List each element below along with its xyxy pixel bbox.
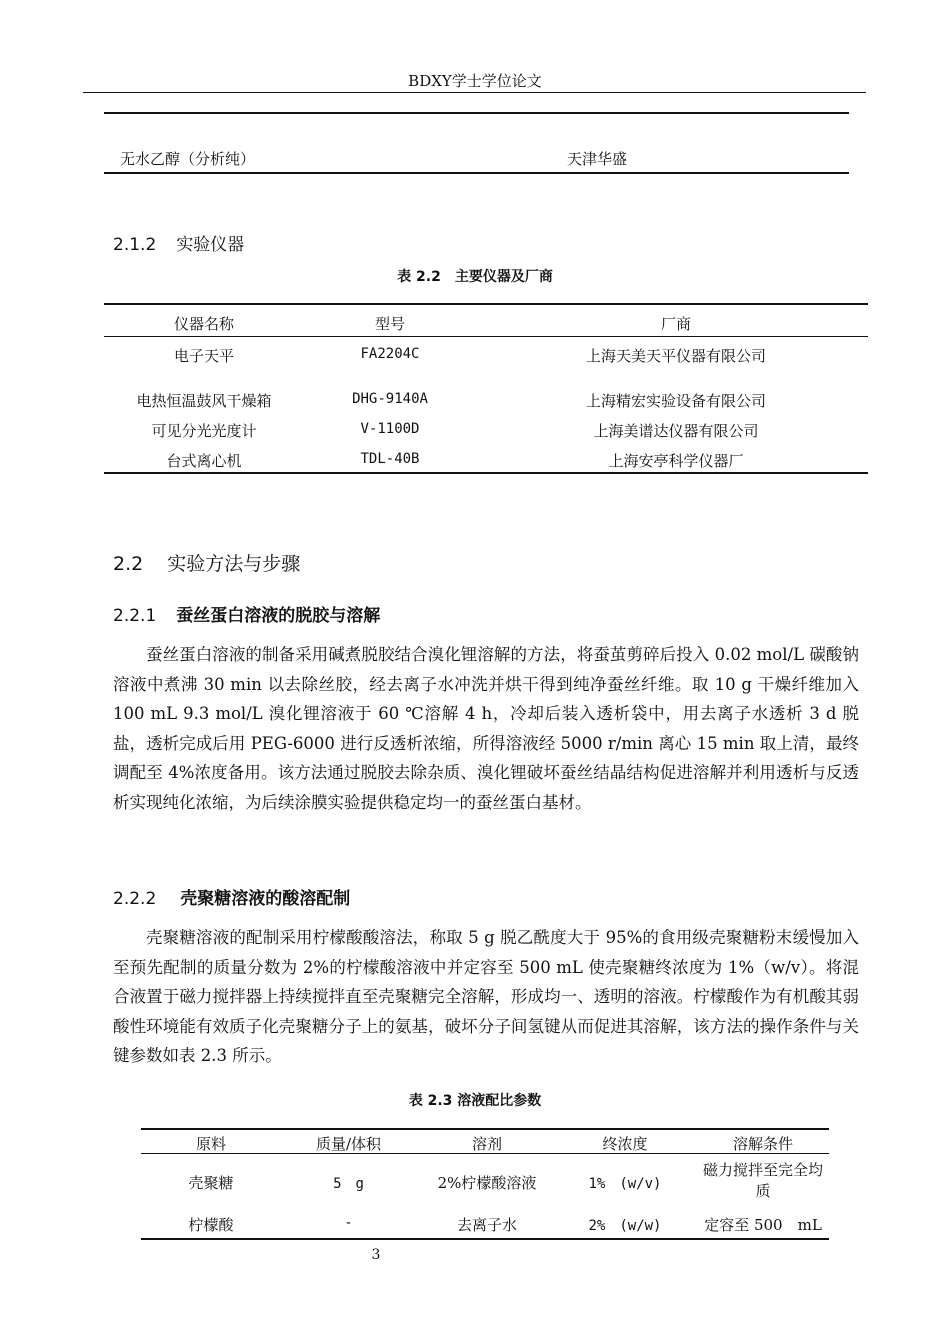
table2-2-row2-name: 电热恒温鼓风干燥箱 <box>136 392 272 410</box>
table2-3-row1-solvent: 2%柠檬酸溶液 <box>437 1174 537 1192</box>
table1-top-rule <box>104 112 849 114</box>
table2-3-header-amount: 质量/体积 <box>315 1135 382 1153</box>
table2-2-bottom-rule <box>104 472 868 474</box>
table2-2-caption: 表 2.2 主要仪器及厂商 <box>397 269 553 285</box>
paragraph-2-2-2 <box>113 923 859 1071</box>
page-number: 3 <box>371 1247 381 1263</box>
table1-cell-material: 无水乙醇（分析纯） <box>120 150 256 168</box>
section-heading-2-2-2 <box>113 884 350 909</box>
table2-2-row1-name: 电子天平 <box>173 347 234 365</box>
section-heading-2-2 <box>113 549 300 576</box>
table2-2-header-name: 仪器名称 <box>173 315 234 333</box>
section-number: 2.2.2 <box>113 889 157 909</box>
table2-3-row1-condition: 磁力搅拌至完全均质 <box>702 1161 823 1200</box>
table1-bottom-rule <box>104 172 849 174</box>
table2-3-caption: 表 2.3 溶液配比参数 <box>408 1093 542 1109</box>
running-header: BDXY学士学位论文 <box>408 72 542 90</box>
section-heading-2-2-1 <box>113 601 380 626</box>
table2-2-header-maker: 厂商 <box>660 315 691 333</box>
table2-2-row2-model: DHG-9140A <box>352 391 428 407</box>
section-title: 实验仪器 <box>176 235 245 255</box>
table2-2-header-model: 型号 <box>374 315 405 333</box>
table2-2-row1-model: FA2204C <box>360 346 420 362</box>
paragraph-2-2-1 <box>113 640 859 817</box>
section-number: 2.2 <box>113 553 144 575</box>
table2-2-row4-maker: 上海安亭科学仪器厂 <box>608 452 744 470</box>
table2-2-header-rule <box>104 336 868 337</box>
paragraph-text: 壳聚糖溶液的配制采用柠檬酸酸溶法，称取 5 g 脱乙酰度大于 95%的食用级壳聚糖粉末缓慢加入至预先配制的质量分数为 2%的柠檬酸溶液中并定容至 500 mL 使壳聚糖终浓度为 1%（w/v）。将混合液置于磁力搅拌器上持续搅拌直至壳聚糖完全溶解，形成均一、透明的溶液。柠檬酸作为有机酸其弱酸性环境能有效质子化壳聚糖分子上的氨基，破坏分子间氢键从而促进其溶解，该方法的操作条件与关键参数如表 2.3 所示。 <box>113 928 859 1065</box>
table2-3-header-condition: 溶解条件 <box>732 1135 793 1153</box>
table2-3-row2-concentration: 2% (w/w) <box>588 1218 662 1234</box>
table2-3-row2-solvent: 去离子水 <box>456 1216 517 1234</box>
table2-3-bottom-rule <box>141 1238 829 1240</box>
table2-2-row4-name: 台式离心机 <box>166 452 242 470</box>
table2-3-header-solvent: 溶剂 <box>471 1135 502 1153</box>
table2-2-row4-model: TDL-40B <box>360 451 420 467</box>
table2-3-row2-material: 柠檬酸 <box>188 1216 234 1234</box>
section-number: 2.1.2 <box>113 235 157 255</box>
table2-2-top-rule <box>104 303 868 305</box>
table2-2-row3-maker: 上海美谱达仪器有限公司 <box>593 422 759 440</box>
table1-cell-manufacturer: 天津华盛 <box>567 150 628 168</box>
table2-2-row3-model: V-1100D <box>360 421 420 437</box>
table2-2-row3-name: 可见分光光度计 <box>151 422 257 440</box>
paragraph-text: 蚕丝蛋白溶液的制备采用碱煮脱胶结合溴化锂溶解的方法，将蚕茧剪碎后投入 0.02 mol/L 碳酸钠溶液中煮沸 30 min 以去除丝胶，经去离子水冲洗并烘干得到纯净蚕丝纤维。取 10 g 干燥纤维加入 100 mL 9.3 mol/L 溴化锂溶液于 60 ℃溶解 4 h，冷却后装入透析袋中，用去离子水透析 3 d 脱盐，透析完成后用 PEG-6000 进行反透析浓缩，所得溶液经 5000 r/min 离心 15 min 取上清，最终调配至 4%浓度备用。该方法通过脱胶去除杂质、溴化锂破坏蚕丝结晶结构促进溶解并利用透析与反透析实现纯化浓缩，为后续涂膜实验提供稳定均一的蚕丝蛋白基材。 <box>113 645 859 812</box>
table2-3-row2-condition: 定容至 500 mL <box>704 1216 822 1234</box>
table2-3-header-rule <box>141 1153 829 1154</box>
table2-3-row2-amount: - <box>344 1215 353 1231</box>
table2-3-header-concentration: 终浓度 <box>602 1135 648 1153</box>
table2-3-row1-material: 壳聚糖 <box>188 1174 234 1192</box>
section-title: 蚕丝蛋白溶液的脱胶与溶解 <box>176 606 381 626</box>
header-rule <box>83 92 866 93</box>
section-number: 2.2.1 <box>113 606 157 626</box>
table2-3-header-material: 原料 <box>195 1135 226 1153</box>
table2-2-row1-maker: 上海天美天平仪器有限公司 <box>585 347 766 365</box>
section-title: 壳聚糖溶液的酸溶配制 <box>180 889 351 909</box>
section-title: 实验方法与步骤 <box>167 553 301 575</box>
table2-3-top-rule <box>141 1128 829 1130</box>
table2-3-row1-concentration: 1% (w/v) <box>588 1176 662 1192</box>
table2-2-row2-maker: 上海精宏实验设备有限公司 <box>585 392 766 410</box>
section-heading-2-1-2 <box>113 230 244 255</box>
table2-3-row1-amount: 5 g <box>333 1176 364 1192</box>
